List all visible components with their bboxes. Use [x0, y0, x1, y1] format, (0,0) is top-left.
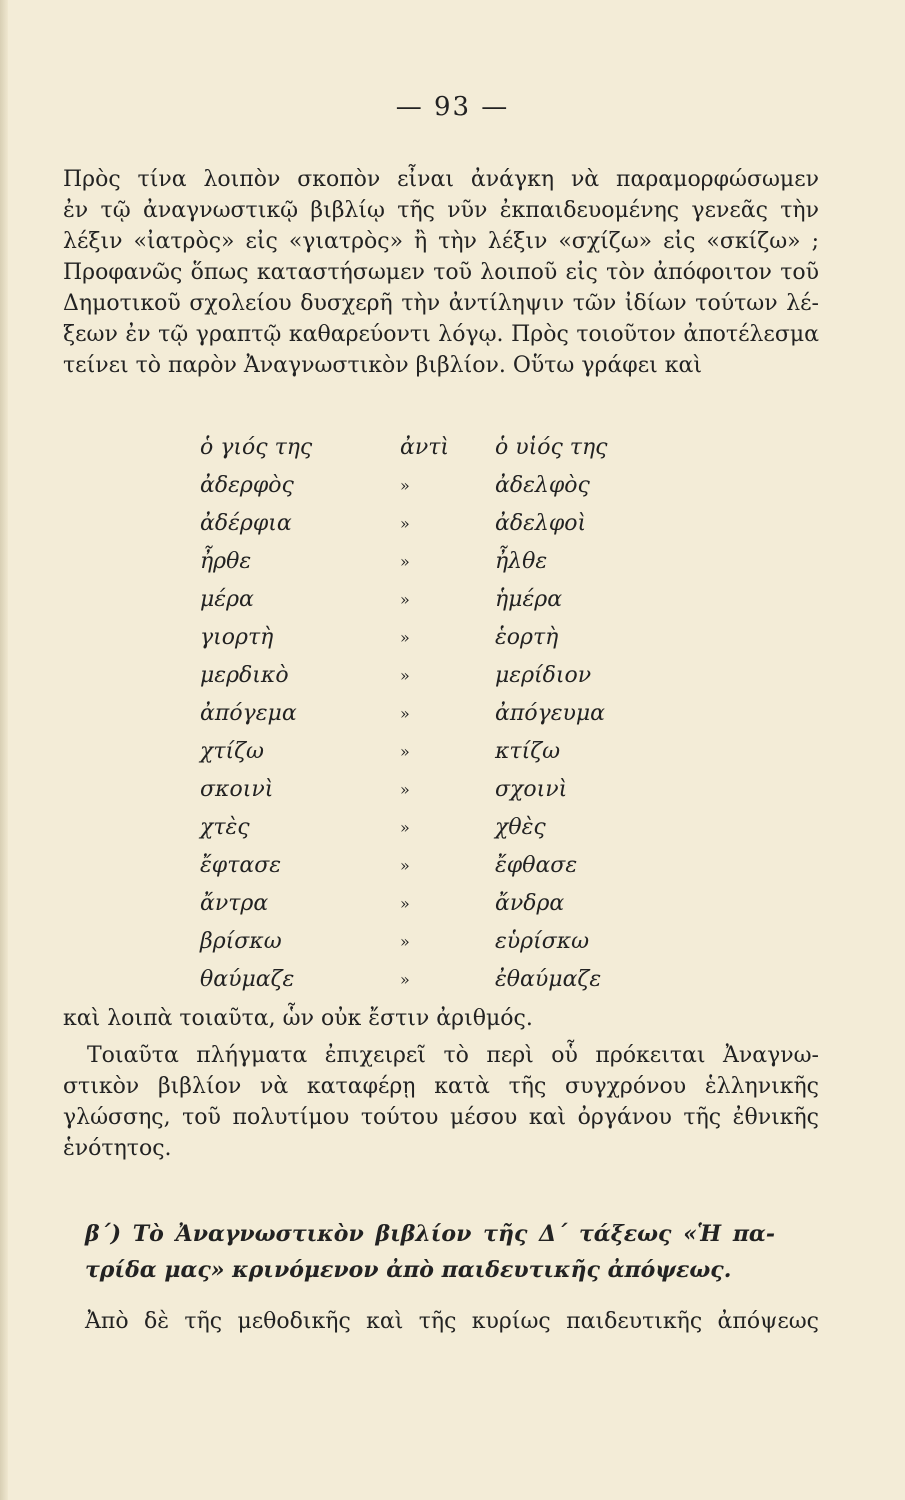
table-row — [200, 846, 695, 884]
text-line: Τοιαῦτα πλήγματα ἐπιχειρεῖ τὸ περὶ οὗ πρόκειται Ἀναγνω- — [87, 1043, 819, 1068]
table-row — [200, 580, 695, 618]
table-row — [200, 656, 695, 694]
ditto-mark: » — [400, 893, 410, 913]
word-katharevousa: ἀδελφοὶ — [495, 510, 587, 536]
ditto-mark: » — [400, 969, 410, 989]
word-katharevousa: σχοινὶ — [495, 776, 568, 802]
text-line: στικὸν βιβλίον νὰ καταφέρῃ κατὰ τῆς συγχρόνου ἑλληνικῆς — [63, 1074, 819, 1099]
word-demotic: ἔφτασε — [200, 852, 282, 878]
table-row — [200, 922, 695, 960]
text-line: Πρὸς τίνα λοιπὸν σκοπὸν εἶναι ἀνάγκη νὰ παραμορφώσωμεν — [63, 167, 819, 192]
text-line: ξεων ἐν τῷ γραπτῷ καθαρεύοντι λόγῳ. Πρὸς τοιοῦτον ἀποτέλεσμα — [63, 322, 819, 347]
ditto-mark: » — [400, 627, 410, 647]
table-row — [200, 504, 695, 542]
table-row — [200, 884, 695, 922]
heading-line: β΄) Τὸ Ἀναγνωστικὸν βιβλίον τῆς Δ΄ τάξεως «Ἡ πα- — [85, 1221, 775, 1247]
word-demotic: ἀδέρφια — [200, 510, 292, 536]
word-katharevousa: εὑρίσκω — [495, 928, 590, 954]
ditto-mark: » — [400, 817, 410, 837]
text-line: Δημοτικοῦ σχολείου δυσχερῆ τὴν ἀντίληψιν τῶν ἰδίων τούτων λέ- — [63, 291, 819, 316]
ditto-mark: » — [400, 589, 410, 609]
word-katharevousa: μερίδιον — [495, 662, 592, 688]
page-binding-edge — [0, 0, 8, 1500]
text-line: Προφανῶς ὅπως καταστήσωμεν τοῦ λοιποῦ εἰς τὸν ἀπόφοιτον τοῦ — [63, 260, 819, 285]
ditto-mark: » — [400, 855, 410, 875]
ditto-mark: » — [400, 665, 410, 685]
word-katharevousa: κτίζω — [495, 738, 561, 764]
ditto-mark: » — [400, 703, 410, 723]
text-line: γλώσσης, τοῦ πολυτίμου τούτου μέσου καὶ ὀργάνου τῆς ἐθνικῆς — [63, 1105, 819, 1130]
word-katharevousa: ἦλθε — [495, 548, 548, 574]
word-demotic: ἀπόγεμα — [200, 700, 297, 726]
table-row — [200, 694, 695, 732]
final-paragraph — [85, 1306, 819, 1337]
table-row — [200, 770, 695, 808]
table-row — [200, 808, 695, 846]
word-demotic: ἦρθε — [200, 548, 252, 574]
text-line: ἑνότητος. — [63, 1136, 172, 1161]
ditto-mark: » — [400, 513, 410, 533]
ditto-mark: » — [400, 551, 410, 571]
word-katharevousa: ἐθαύμαζε — [495, 966, 602, 992]
header-demotic: ὁ γιός της — [200, 434, 313, 460]
heading-line: τρίδα μας» κρινόμενον ἀπὸ παιδευτικῆς ἀπόψεως. — [85, 1257, 732, 1283]
word-katharevousa: ἄνδρα — [495, 890, 565, 916]
table-header-row — [200, 428, 695, 466]
table-row — [200, 960, 695, 998]
word-katharevousa: χθὲς — [495, 814, 546, 840]
ditto-mark: » — [400, 931, 410, 951]
second-paragraph — [63, 1040, 819, 1164]
text-line: καὶ λοιπὰ τοιαῦτα, ὧν οὐκ ἔστιν ἀριθμός. — [63, 1006, 533, 1031]
word-katharevousa: ἡμέρα — [495, 586, 563, 612]
word-demotic: χτίζω — [200, 738, 264, 764]
word-comparison-table — [200, 428, 695, 998]
word-katharevousa: ἑορτὴ — [495, 624, 559, 650]
section-heading — [85, 1216, 775, 1288]
word-demotic: ἄντρα — [200, 890, 269, 916]
after-table-line — [63, 1003, 819, 1034]
word-demotic: μέρα — [200, 586, 254, 612]
intro-paragraph — [63, 164, 819, 381]
header-instead: ἀντὶ — [400, 434, 450, 460]
page-number: — 93 — — [395, 92, 510, 122]
word-katharevousa: ἔφθασε — [495, 852, 578, 878]
word-katharevousa: ἀπόγευμα — [495, 700, 606, 726]
ditto-mark: » — [400, 779, 410, 799]
text-line: Ἀπὸ δὲ τῆς μεθοδικῆς καὶ τῆς κυρίως παιδευτικῆς ἀπόψεως — [85, 1309, 819, 1334]
ditto-mark: » — [400, 475, 410, 495]
header-katharevousa: ὁ υἱός της — [495, 434, 608, 460]
text-line: τείνει τὸ παρὸν Ἀναγνωστικὸν βιβλίον. Οὕτω γράφει καὶ — [63, 353, 702, 378]
table-row — [200, 618, 695, 656]
word-demotic: γιορτὴ — [200, 624, 274, 650]
text-line: ἐν τῷ ἀναγνωστικῷ βιβλίῳ τῆς νῦν ἐκπαιδευομένης γενεᾶς τὴν — [63, 198, 819, 223]
word-demotic: θαύμαζε — [200, 966, 295, 992]
ditto-mark: » — [400, 741, 410, 761]
word-demotic: μερδικὸ — [200, 662, 289, 688]
word-demotic: σκοινὶ — [200, 776, 274, 802]
word-demotic: χτὲς — [200, 814, 250, 840]
table-row — [200, 732, 695, 770]
text-line: λέξιν «ἰατρὸς» εἰς «γιατρὸς» ἢ τὴν λέξιν «σχίζω» εἰς «σκίζω» ; — [63, 229, 819, 254]
word-demotic: βρίσκω — [200, 928, 282, 954]
word-katharevousa: ἀδελφὸς — [495, 472, 590, 498]
table-row — [200, 466, 695, 504]
table-row — [200, 542, 695, 580]
word-demotic: ἀδερφὸς — [200, 472, 294, 498]
